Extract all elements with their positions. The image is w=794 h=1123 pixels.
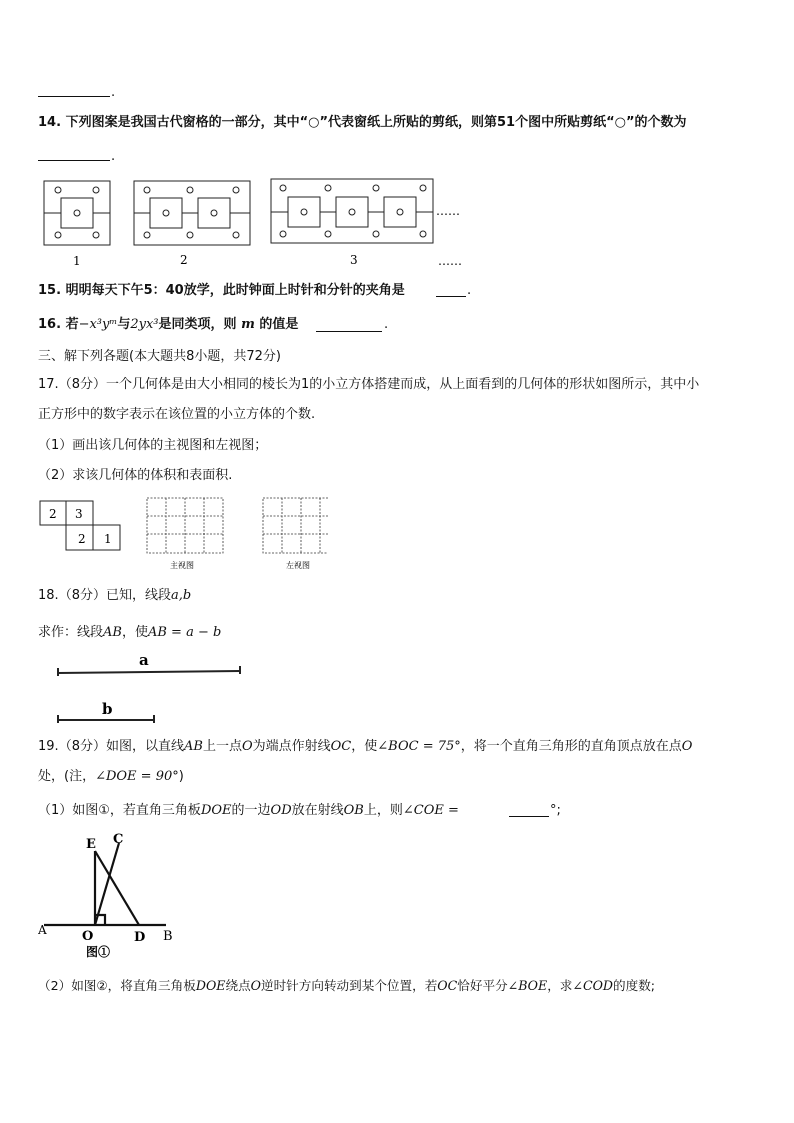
q19-p2-mid: 绕点 — [225, 978, 251, 993]
q19-l1-post: ，将一个直角三角形的直角顶点放在点 — [460, 739, 682, 754]
fig-label-1: 1 — [73, 254, 81, 268]
q19-angle-boe: ∠BOE — [507, 978, 548, 993]
q18-line1 — [38, 587, 191, 605]
q19-o3: O — [250, 978, 261, 993]
q19-doe: DOE — [200, 803, 232, 818]
q15-number: 15. — [38, 283, 62, 298]
q19-oc2: OC — [437, 978, 458, 993]
fig1-label-d: D — [134, 930, 146, 945]
segment-b-label: b — [102, 700, 113, 718]
q19-number: 19. — [38, 739, 59, 754]
grid-label-front: 主视图 — [170, 561, 194, 570]
q19-p2-mid3: 恰好平分 — [457, 978, 508, 993]
q15-tail: . — [467, 283, 472, 298]
q16-pre: 若 — [65, 317, 79, 332]
q14-answer-blank — [38, 160, 110, 161]
q18-line2 — [38, 624, 221, 642]
q19-p1-mid2: 放在射线 — [291, 803, 344, 818]
q19-angle-coe: ∠COE = — [402, 803, 459, 818]
q19-doe2: DOE — [195, 978, 226, 993]
fig-label-3: 3 — [350, 253, 358, 267]
q17-figures — [38, 496, 328, 576]
fig-ellipsis-1: …… — [436, 204, 460, 218]
q19-p2-mid2: 逆时针方向转动到某个位置，若 — [260, 978, 438, 993]
section-title: 三、解下列各题(本大题共8小题，共72分) — [38, 349, 281, 364]
q18-score: （8分） — [58, 588, 106, 603]
q19-answer-blank — [509, 816, 549, 817]
q17-part1: （1）画出该几何体的主视图和左视图； — [38, 438, 268, 453]
fig1-label-a: A — [38, 923, 47, 937]
q19-part2 — [38, 977, 655, 995]
q18-ab: AB — [103, 625, 122, 640]
q17-part2: （2）求该几何体的体积和表面积. — [38, 468, 233, 483]
q18-text: 已知，线段 — [105, 588, 171, 603]
segment-a-label: a — [139, 651, 149, 669]
q18-eq: AB = a − b — [147, 625, 222, 640]
q19-p2-mid4: ，求 — [547, 978, 573, 993]
q19-ab: AB — [183, 739, 203, 754]
q19-oc: OC — [330, 739, 352, 754]
fig1-label-b: B — [163, 929, 173, 944]
q16-mid: 与 — [117, 317, 131, 332]
fig1-label-o: O — [82, 929, 94, 944]
q17-text1: 一个几何体是由大小相同的棱长为1的小立方体搭建而成，从上面看到的几何体的形状如图所示，其中小 — [105, 377, 700, 392]
q19-p1-post: °; — [550, 803, 561, 818]
q18-construct2: ，使 — [121, 625, 148, 640]
q16-tail: . — [384, 317, 389, 332]
q15-line — [38, 282, 405, 300]
q16-expr2: 2yx³ — [130, 317, 159, 332]
q19-l1-mid: 上一点 — [202, 739, 242, 754]
top-view-num-3: 2 — [78, 532, 86, 546]
q16-post: 是同类项，则 — [158, 317, 237, 332]
q16-post2: 的值是 — [259, 317, 299, 332]
q19-l2-post: ) — [178, 769, 184, 784]
q17-score: （8分） — [58, 377, 106, 392]
q15-answer-blank — [436, 296, 466, 297]
q19-line1 — [38, 738, 692, 756]
blank-period-prev: . — [111, 85, 116, 100]
q19-p2-post: 的度数; — [613, 978, 656, 993]
q18-vars: a,b — [170, 588, 192, 603]
q19-score: （8分） — [58, 739, 106, 754]
q14-number: 14. — [38, 115, 62, 130]
grid-label-left: 左视图 — [286, 561, 310, 570]
q18-segments — [50, 646, 270, 728]
q19-p2-pre: （2）如图②，将直角三角板 — [38, 978, 196, 993]
q17-number: 17. — [38, 377, 59, 392]
top-view-num-4: 1 — [104, 532, 112, 546]
q19-p1-pre: （1）如图①，若直角三角板 — [38, 803, 201, 818]
q19-l2-pre: 处，(注， — [38, 769, 96, 784]
q19-part1 — [38, 802, 459, 820]
q15-text: 明明每天下午5：40放学，此时钟面上时针和分针的夹角是 — [65, 283, 405, 298]
q19-figure-1 — [38, 828, 188, 963]
q19-line2 — [38, 768, 184, 786]
q18-number: 18. — [38, 588, 59, 603]
answer-blank-prev — [38, 96, 110, 97]
fig-label-2: 2 — [180, 253, 188, 267]
q16-var: m — [241, 317, 255, 332]
q19-l1-pre: 如图，以直线 — [105, 739, 184, 754]
q19-ob: OB — [343, 803, 364, 818]
fig1-label-e: E — [86, 837, 96, 852]
top-view-num-2: 3 — [75, 507, 83, 521]
fig1-label-c: C — [113, 832, 124, 847]
q19-od: OD — [270, 803, 292, 818]
fig-ellipsis-2: …… — [438, 254, 462, 268]
top-view-num-1: 2 — [49, 507, 57, 521]
q17-line2: 正方形中的数字表示在该位置的小立方体的个数. — [38, 407, 316, 422]
q19-p1-mid: 的一边 — [231, 803, 271, 818]
q19-o: O — [241, 739, 253, 754]
q19-o2: O — [681, 739, 693, 754]
q17-line1 — [38, 376, 699, 394]
q14-text: 下列图案是我国古代窗格的一部分，其中“○”代表窗纸上所贴的剪纸，则第51个图中所贴剪纸“○”的个数为 — [65, 115, 687, 130]
q16-number: 16. — [38, 317, 62, 332]
q19-angle-cod: ∠COD — [572, 978, 614, 993]
q19-l1-mid3: ，使 — [351, 739, 378, 754]
q19-angle-doe: ∠DOE = 90° — [95, 769, 179, 784]
q16-expr1: −x³yᵐ — [78, 317, 118, 332]
q16-answer-blank — [316, 331, 382, 332]
q16-line — [38, 316, 298, 334]
q19-p1-mid3: 上，则 — [363, 803, 403, 818]
q19-angle-boc: ∠BOC = 75° — [377, 739, 461, 754]
q18-construct: 求作：线段 — [38, 625, 104, 640]
fig1-caption: 图① — [86, 945, 111, 959]
q14-window-figures — [38, 175, 478, 270]
q14-line — [38, 114, 687, 132]
q14-tail: . — [111, 149, 116, 164]
q19-l1-mid2: 为端点作射线 — [252, 739, 331, 754]
